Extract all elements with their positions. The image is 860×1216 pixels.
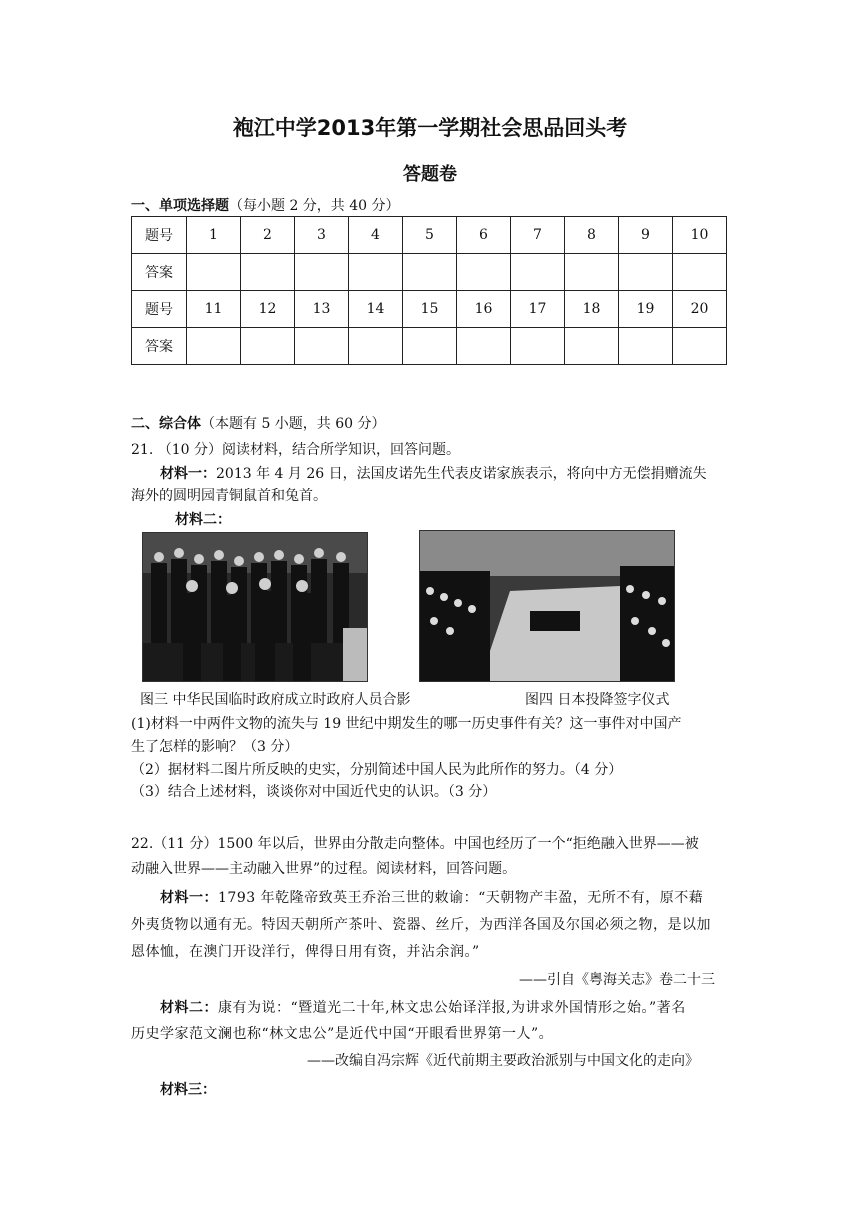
answer-cell[interactable] — [349, 254, 403, 291]
q22-material2-label: 材料二： — [160, 1000, 218, 1016]
q21-question1-line2: 生了怎样的影响？（3 分） — [131, 739, 299, 755]
q22-material2-line2: 历史学家范文澜也称“林文忠公”是近代中国“开眼看世界第一人”。 — [131, 1026, 554, 1042]
q22-material1-line1 — [160, 888, 703, 908]
section2-heading-line — [131, 414, 386, 434]
answer-cell[interactable] — [619, 328, 673, 365]
question-number: 16 — [457, 291, 511, 328]
section2-note: （本题有 5 小题，共 60 分） — [201, 416, 386, 432]
question-number: 10 — [673, 217, 727, 254]
question-number: 18 — [565, 291, 619, 328]
q22-material1-source: ——引自《粤海关志》卷二十三 — [519, 972, 715, 988]
q21-intro: 21. （10 分）阅读材料，结合所学知识，回答问题。 — [131, 442, 460, 458]
answer-cell[interactable] — [565, 254, 619, 291]
question-number: 4 — [349, 217, 403, 254]
q21-material2-label: 材料二： — [175, 512, 231, 528]
question-number: 13 — [295, 291, 349, 328]
q22-material2-text: 康有为说：“暨道光二十年,林文忠公始译洋报,为讲求外国情形之始。”著名 — [218, 1000, 686, 1016]
row-label: 答案 — [132, 254, 187, 291]
q22-material1-line2: 外夷货物以通有无。特因天朝所产茶叶、瓷器、丝斤，为西洋各国及尔国必须之物，是以加 — [131, 917, 711, 933]
table-row-answers-2 — [132, 328, 727, 365]
section1-heading-line — [131, 196, 400, 216]
q22-material1-label: 材料一： — [160, 890, 218, 906]
table-row-answers-1 — [132, 254, 727, 291]
answer-cell[interactable] — [295, 254, 349, 291]
q21-material1-line1 — [160, 464, 707, 484]
table-row-numbers-1 — [132, 217, 727, 254]
answer-table — [131, 216, 727, 365]
question-number: 9 — [619, 217, 673, 254]
question-number: 19 — [619, 291, 673, 328]
answer-cell[interactable] — [295, 328, 349, 365]
question-number: 1 — [187, 217, 241, 254]
q22-material1-text: 1793 年乾隆帝致英王乔治三世的敕谕：“天朝物产丰盈，无所不有，原不藉 — [218, 890, 704, 906]
answer-cell[interactable] — [187, 254, 241, 291]
q22-material2-source: ——改编自冯宗辉《近代前期主要政治派别与中国文化的走向》 — [307, 1053, 699, 1069]
section2-heading: 二、综合体 — [131, 416, 201, 432]
question-number: 3 — [295, 217, 349, 254]
q22-material3-label: 材料三： — [160, 1082, 216, 1098]
q21-material1-line2: 海外的圆明园青铜鼠首和兔首。 — [131, 488, 327, 504]
row-label: 题号 — [132, 217, 187, 254]
answer-cell[interactable] — [619, 254, 673, 291]
question-number: 20 — [673, 291, 727, 328]
row-label: 题号 — [132, 291, 187, 328]
q21-question3: （3）结合上述材料，谈谈你对中国近代史的认识。（3 分） — [131, 784, 497, 800]
answer-cell[interactable] — [511, 328, 565, 365]
question-number: 15 — [403, 291, 457, 328]
answer-cell[interactable] — [403, 254, 457, 291]
answer-cell[interactable] — [673, 254, 727, 291]
photo-japan-surrender — [419, 530, 675, 682]
q21-material1-label: 材料一： — [160, 466, 216, 482]
question-number: 11 — [187, 291, 241, 328]
answer-cell[interactable] — [511, 254, 565, 291]
page-subtitle: 答题卷 — [403, 164, 457, 185]
caption-figure4: 图四 日本投降签字仪式 — [525, 692, 670, 708]
question-number: 8 — [565, 217, 619, 254]
section1-note: （每小题 2 分，共 40 分） — [229, 198, 400, 214]
answer-cell[interactable] — [673, 328, 727, 365]
row-label: 答案 — [132, 328, 187, 365]
page-title: 袍江中学2013年第一学期社会思品回头考 — [232, 116, 628, 140]
question-number: 6 — [457, 217, 511, 254]
answer-cell[interactable] — [457, 328, 511, 365]
q22-material1-line3: 恩体恤，在澳门开设洋行，俾得日用有资，并沾余润。” — [131, 944, 480, 960]
answer-cell[interactable] — [187, 328, 241, 365]
q21-material1-text: 2013 年 4 月 26 日，法国皮诺先生代表皮诺家族表示，将向中方无偿捐赠流失 — [216, 466, 707, 482]
answer-cell[interactable] — [403, 328, 457, 365]
answer-cell[interactable] — [565, 328, 619, 365]
answer-cell[interactable] — [457, 254, 511, 291]
answer-cell[interactable] — [349, 328, 403, 365]
question-number: 5 — [403, 217, 457, 254]
table-row-numbers-2 — [132, 291, 727, 328]
caption-figure3: 图三 中华民国临时政府成立时政府人员合影 — [140, 692, 411, 708]
question-number: 17 — [511, 291, 565, 328]
section1-heading: 一、单项选择题 — [131, 198, 229, 214]
answer-cell[interactable] — [241, 254, 295, 291]
q21-question1-line1: (1)材料一中两件文物的流失与 19 世纪中期发生的哪一历史事件有关？这一事件对中国产 — [131, 716, 682, 732]
q21-question2: （2）据材料二图片所反映的史实，分别简述中国人民为此所作的努力。（4 分） — [131, 762, 623, 778]
question-number: 14 — [349, 291, 403, 328]
photo-provisional-government — [142, 532, 368, 682]
q22-intro-line1: 22.（11 分）1500 年以后，世界由分散走向整体。中国也经历了一个“拒绝融入世界——被 — [131, 836, 699, 852]
q22-intro-line2: 动融入世界——主动融入世界”的过程。阅读材料，回答问题。 — [131, 861, 517, 877]
question-number: 12 — [241, 291, 295, 328]
question-number: 2 — [241, 217, 295, 254]
answer-cell[interactable] — [241, 328, 295, 365]
q22-material2-line1 — [160, 998, 686, 1018]
question-number: 7 — [511, 217, 565, 254]
